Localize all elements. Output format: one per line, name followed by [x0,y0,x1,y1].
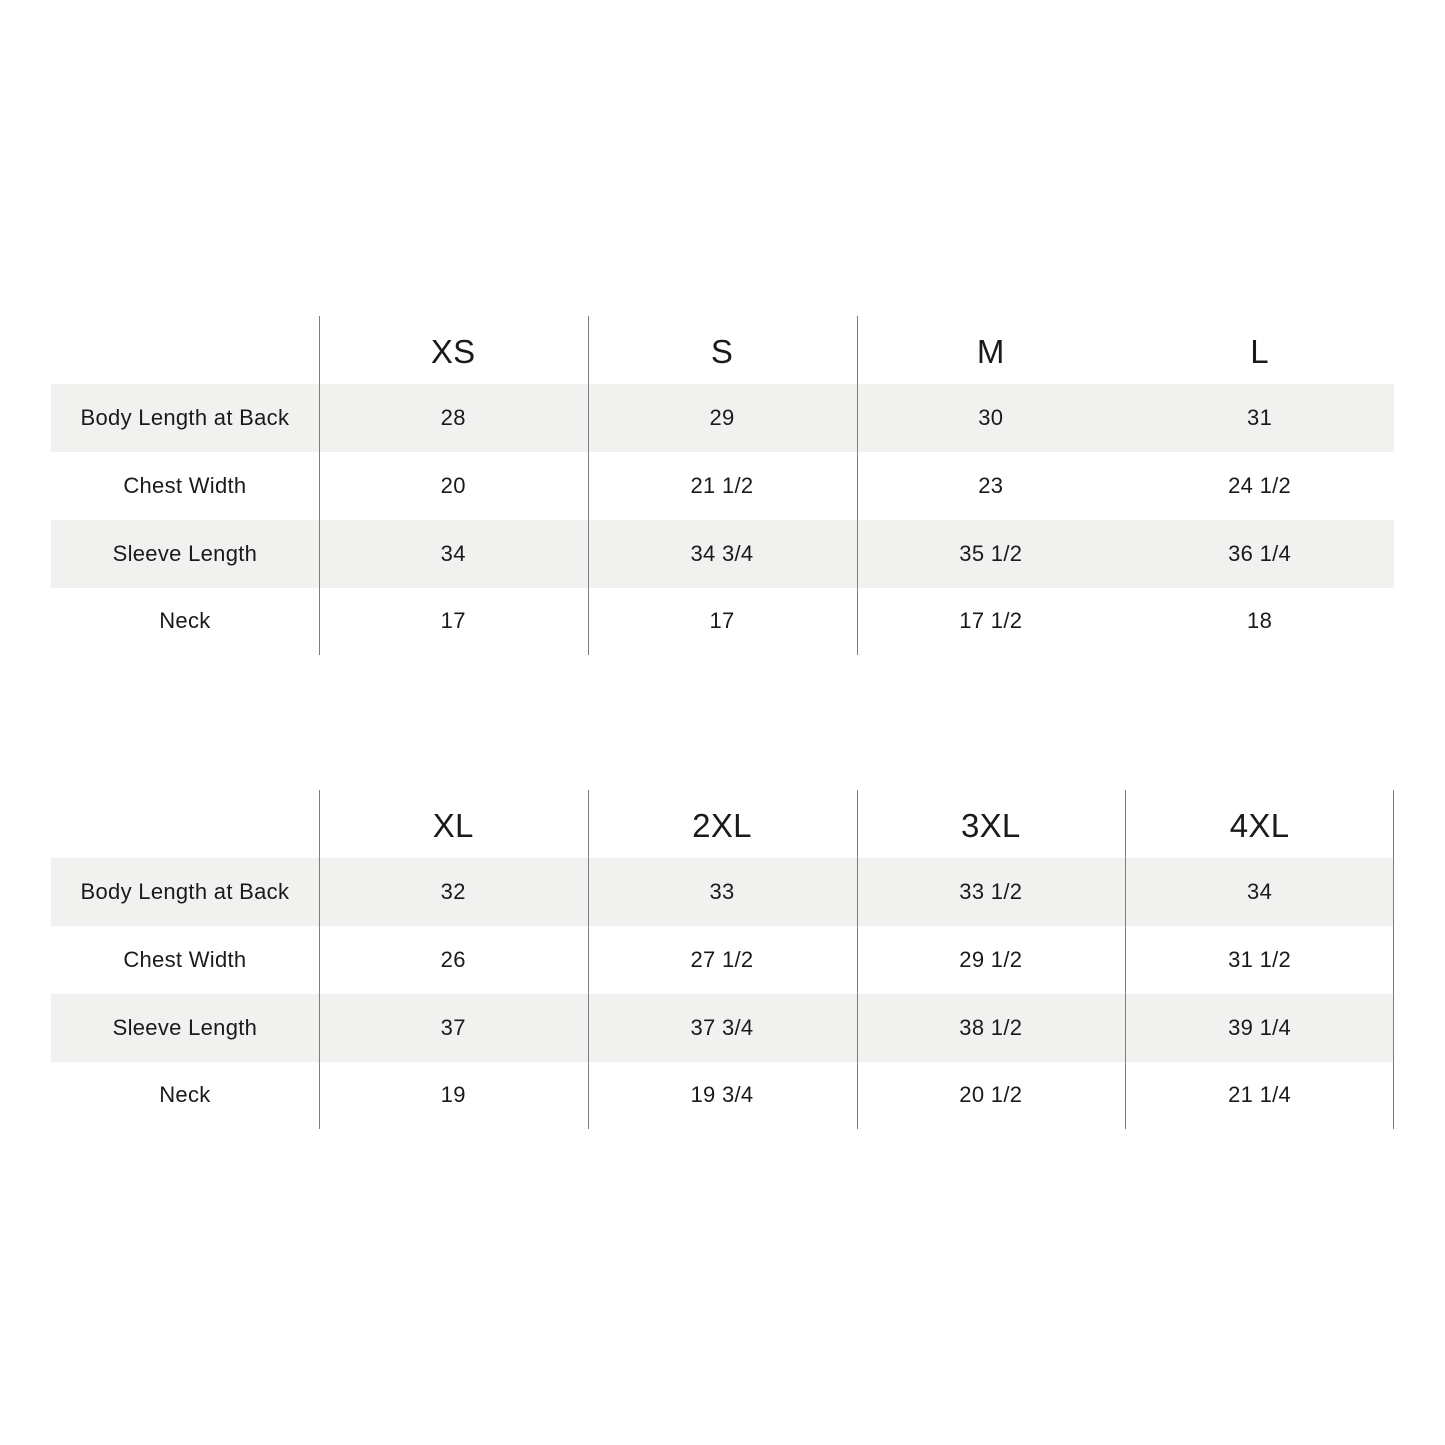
row-label: Sleeve Length [112,1015,258,1040]
row-label: Neck [159,1082,211,1107]
size-header: 2XL [692,807,752,844]
size-header: 3XL [960,807,1021,844]
table-row [51,926,1394,994]
table-row [51,994,1394,1062]
measurement-cell: 34 3/4 [690,541,754,566]
measurement-cell: 37 [440,1015,466,1040]
measurement-cell: 29 [709,405,735,430]
size-header: 4XL [1229,807,1290,844]
measurement-cell: 21 1/2 [690,473,754,498]
measurement-cell: 20 [440,473,466,498]
size-header: L [1250,333,1269,370]
size-header: M [976,333,1005,370]
row-label: Body Length at Back [80,405,290,430]
measurement-cell: 35 1/2 [959,541,1023,566]
column-divider [1393,790,1394,1129]
measurement-cell: 23 [978,473,1004,498]
size-chart-table-2 [51,790,1394,1129]
row-label: Chest Width [123,473,247,498]
header-corner [51,316,319,384]
measurement-cell: 38 1/2 [959,1015,1023,1040]
column-divider [588,316,589,655]
column-divider [1125,790,1126,1129]
measurement-cell: 32 [440,879,466,904]
measurement-cell: 17 [440,608,466,633]
measurement-cell: 24 1/2 [1228,473,1292,498]
size-header-row [51,316,1394,384]
measurement-cell: 39 1/4 [1228,1015,1292,1040]
measurement-cell: 31 [1247,405,1273,430]
column-divider [588,790,589,1129]
measurement-cell: 34 [440,541,466,566]
measurement-cell: 17 [709,608,735,633]
table-row [51,520,1394,588]
size-header: S [710,333,734,370]
table-row [51,858,1394,926]
measurement-cell: 20 1/2 [959,1082,1023,1107]
table-row [51,587,1394,655]
measurement-cell: 33 1/2 [959,879,1023,904]
row-label: Sleeve Length [112,541,258,566]
column-divider [319,790,320,1129]
size-chart-table-1 [51,316,1394,655]
measurement-cell: 28 [440,405,466,430]
row-label: Body Length at Back [80,879,290,904]
measurement-cell: 29 1/2 [959,947,1023,972]
measurement-cell: 21 1/4 [1228,1082,1292,1107]
column-divider [857,316,858,655]
size-header-row [51,790,1394,858]
measurement-cell: 37 3/4 [690,1015,754,1040]
measurement-cell: 36 1/4 [1228,541,1292,566]
row-label: Chest Width [123,947,247,972]
measurement-cell: 17 1/2 [959,608,1023,633]
measurement-cell: 19 3/4 [690,1082,754,1107]
column-divider [319,316,320,655]
measurement-cell: 33 [709,879,735,904]
measurement-cell: 27 1/2 [690,947,754,972]
measurement-cell: 31 1/2 [1228,947,1292,972]
measurement-cell: 26 [440,947,466,972]
size-header: XL [432,807,474,844]
table-row [51,1061,1394,1129]
row-label: Neck [159,608,211,633]
table-row [51,384,1394,452]
header-corner [51,790,319,858]
measurement-cell: 34 [1247,879,1273,904]
size-header: XS [430,333,476,370]
table-row [51,452,1394,520]
measurement-cell: 18 [1247,608,1273,633]
measurement-cell: 30 [978,405,1004,430]
column-divider [857,790,858,1129]
measurement-cell: 19 [440,1082,466,1107]
